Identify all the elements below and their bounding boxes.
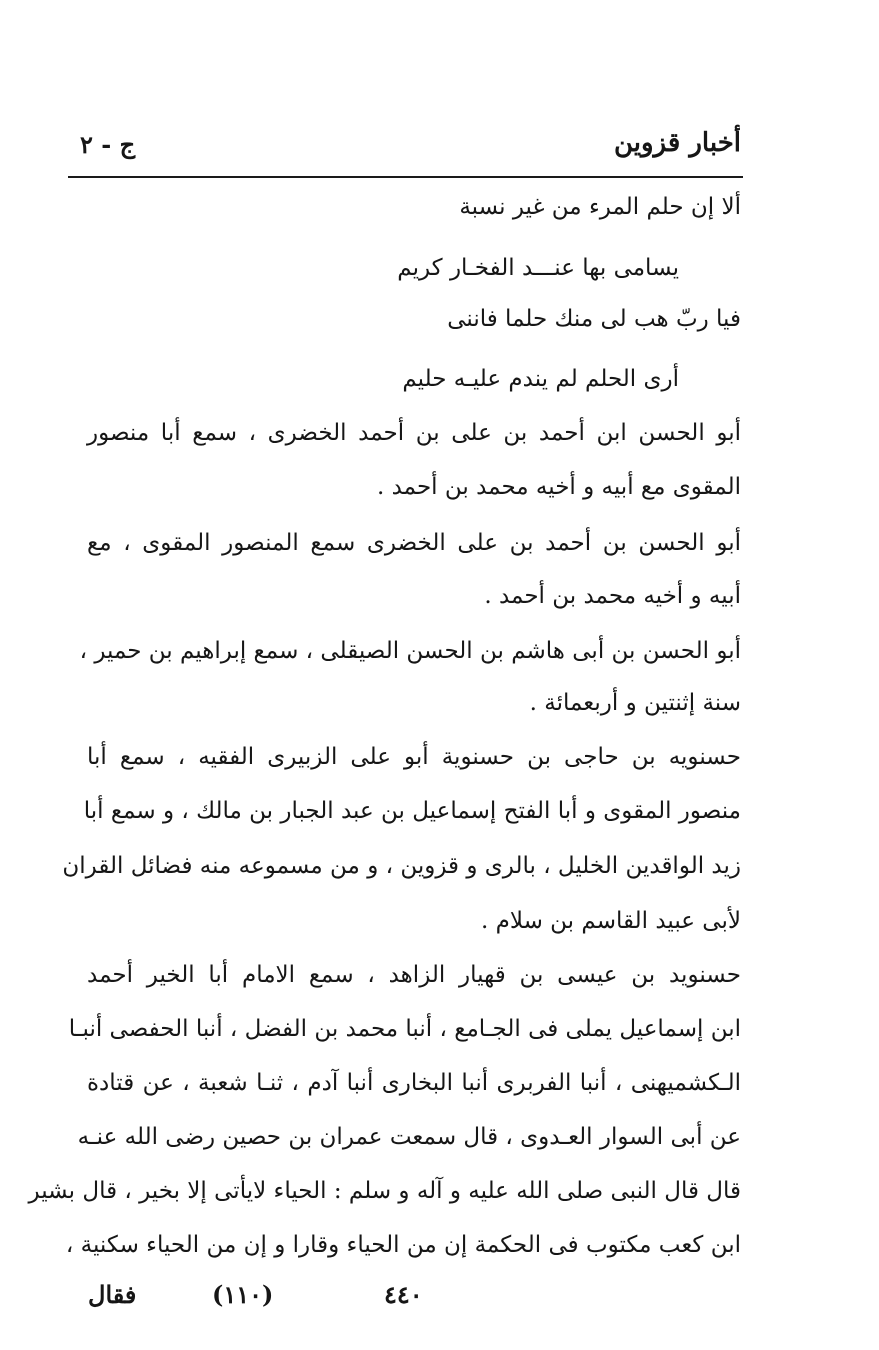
text-line: الـكشميهنى ، أنبا الفربرى أنبا البخارى أنبا آدم ، ثنـا شعبة ، عن قتادة	[87, 1070, 741, 1096]
verse-line: يسامى بها عنـــد الفخـار كريم	[397, 255, 679, 281]
verse-line: ألا إن حلم المرء من غير نسبة	[459, 194, 741, 220]
page-header	[68, 120, 741, 176]
verse-line: أرى الحلم لم يندم عليـه حليم	[402, 366, 679, 392]
text-line: ابن إسماعيل يملى فى الجـامع ، أنبا محمد بن الفضل ، أنبا الحفصى أنبـا	[68, 1016, 741, 1042]
catchword: فقال	[88, 1280, 137, 1309]
text-line: أبو الحسن بن أبى هاشم بن الحسن الصيقلى ، سمع إبراهيم بن حمير ،	[79, 638, 741, 664]
text-line: المقوى مع أبيه و أخيه محمد بن أحمد .	[376, 474, 741, 500]
text-line: قال قال النبى صلى الله عليه و آله و سلم : الحياء لايأتى إلا بخير ، قال بشير	[28, 1178, 741, 1204]
text-line: سنة إثنتين و أربعمائة .	[529, 690, 741, 716]
header-rule	[68, 176, 743, 178]
volume-number: ج - ٢	[80, 130, 136, 159]
verse-line: فيا ربّ هب لى منك حلما فاننى	[447, 306, 741, 332]
text-line: أبو الحسن بن أحمد بن على الخضرى سمع المنصور المقوى ، مع	[87, 530, 741, 556]
page-number: ٤٤٠	[384, 1280, 423, 1309]
text-line: أبيه و أخيه محمد بن أحمد .	[484, 583, 741, 609]
text-line: حسنويد بن عيسى بن قهيار الزاهد ، سمع الامام أبا الخير أحمد	[87, 962, 741, 988]
text-line: عن أبى السوار العـدوى ، قال سمعت عمران بن حصين رضى الله عنـه	[77, 1124, 741, 1150]
text-line: منصور المقوى و أبا الفتح إسماعيل بن عبد الجبار بن مالك ، و سمع أبا	[83, 798, 741, 824]
section-number: (١١٠)	[212, 1280, 274, 1309]
text-line: ابن كعب مكتوب فى الحكمة إن من الحياء وقارا و إن من الحياء سكنية ،	[65, 1232, 741, 1258]
text-line: أبو الحسن ابن أحمد بن على بن أحمد الخضرى ، سمع أبا منصور	[87, 420, 741, 446]
running-title: أخبار قزوين	[613, 128, 741, 158]
text-line: حسنويه بن حاجى بن حسنوية أبو على الزبيرى الفقيه ، سمع أبا	[87, 744, 741, 770]
text-line: لأبى عبيد القاسم بن سلام .	[481, 908, 741, 934]
text-line: زيد الواقدين الخليل ، بالرى و قزوين ، و من مسموعه منه فضائل القران	[62, 853, 741, 879]
